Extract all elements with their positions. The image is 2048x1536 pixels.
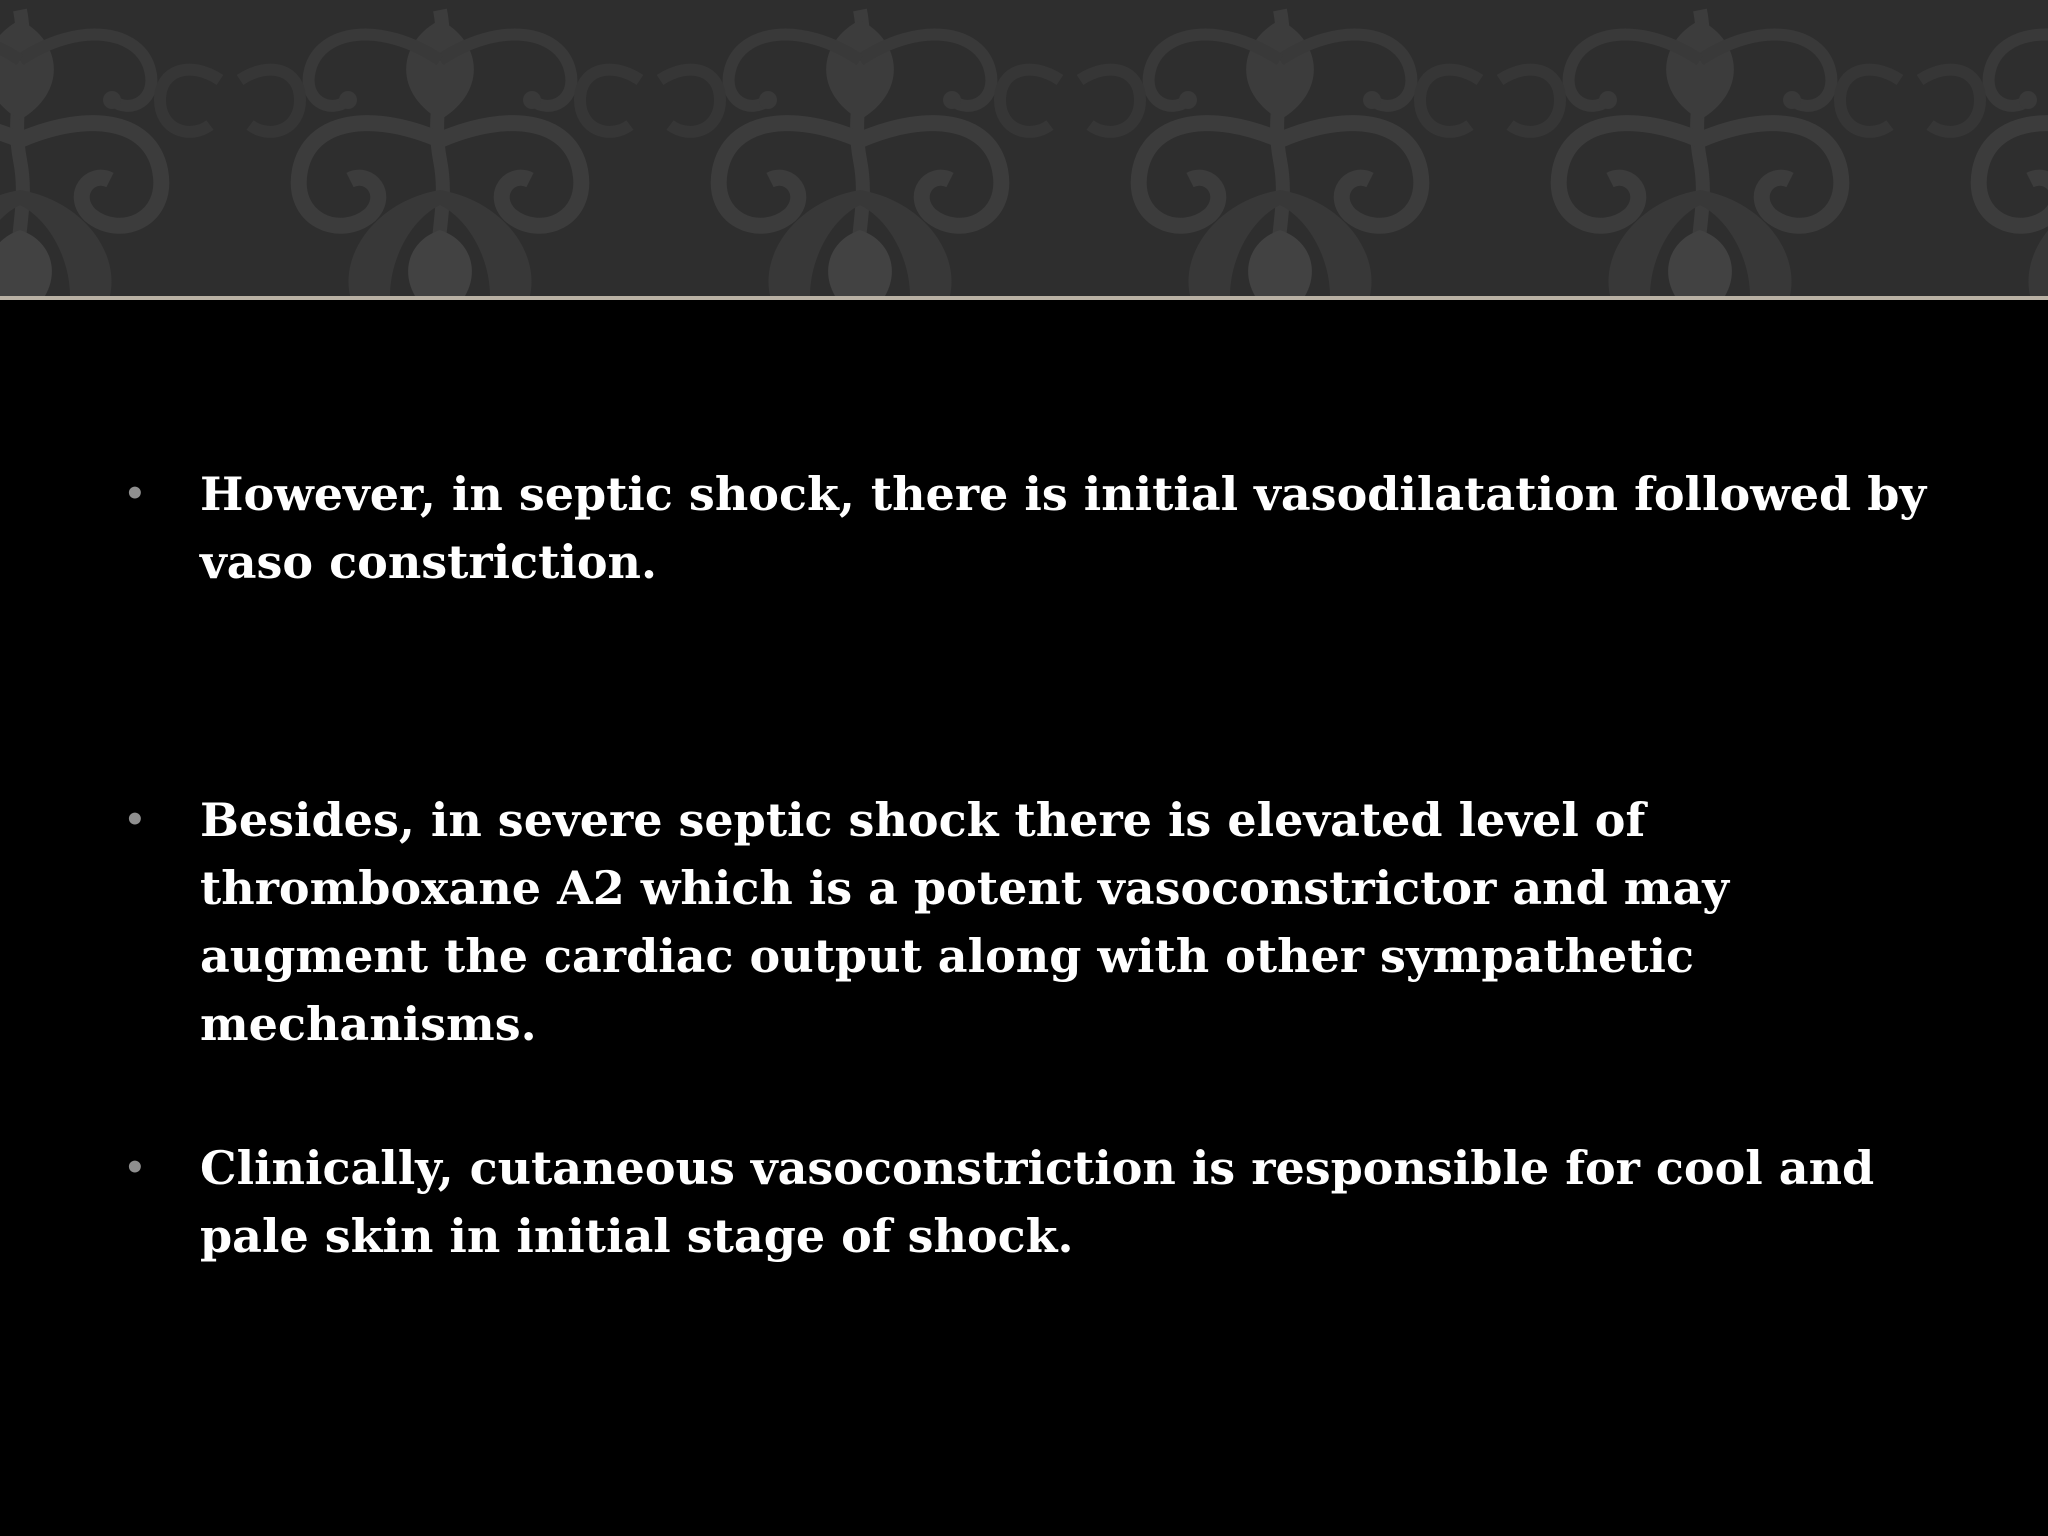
- damask-banner: [0, 0, 2048, 296]
- bullet-text: However, in septic shock, there is initial vasodilatation followed by vaso constriction.: [200, 467, 1927, 589]
- banner-divider: [0, 296, 2048, 300]
- damask-pattern: [0, 0, 2048, 296]
- bullet-item: [120, 786, 1940, 1058]
- bullet-text: Besides, in severe septic shock there is elevated level of thromboxane A2 which is a potent vasoconstrictor and may augment the cardiac output along with other sympathetic mechanisms.: [200, 793, 1729, 1051]
- bullet-marker: •: [124, 474, 146, 514]
- bullet-marker: •: [124, 800, 146, 840]
- bullet-text: Clinically, cutaneous vasoconstriction is responsible for cool and pale skin in initial stage of shock.: [200, 1141, 1875, 1263]
- bullet-list: [120, 460, 1940, 1270]
- bullet-marker: •: [124, 1148, 146, 1188]
- bullet-item: [120, 1134, 1940, 1270]
- bullet-item: [120, 460, 1940, 596]
